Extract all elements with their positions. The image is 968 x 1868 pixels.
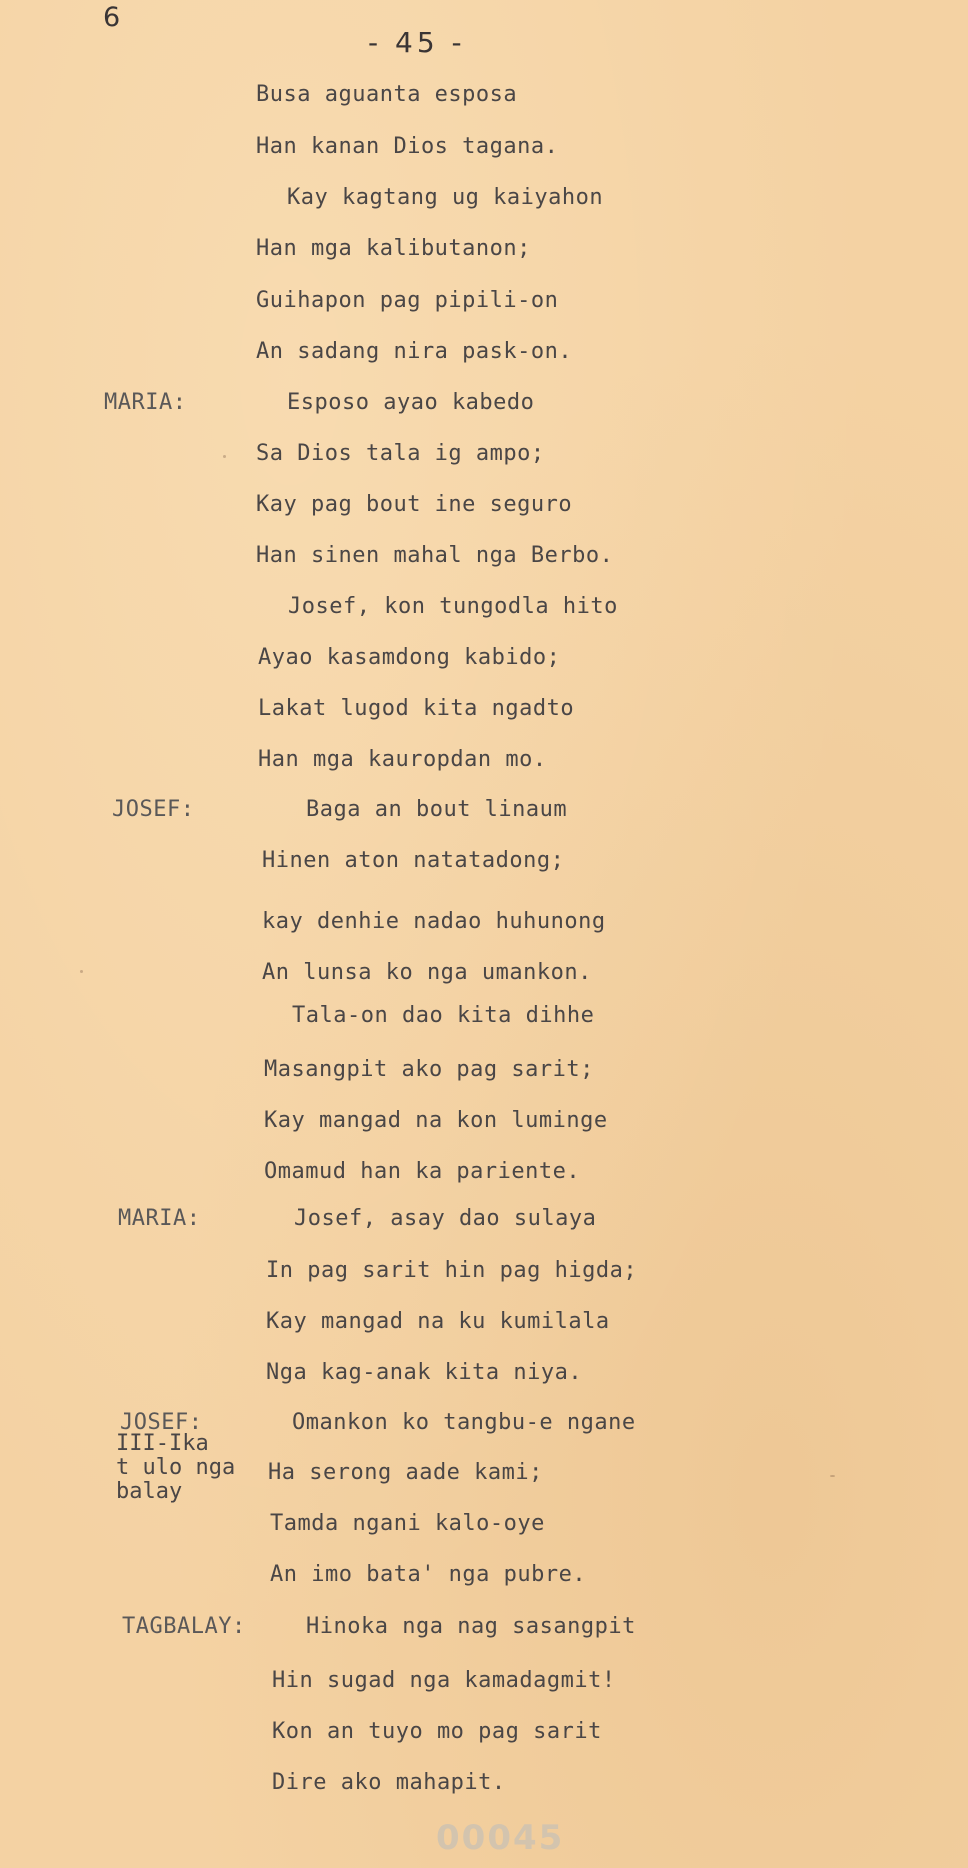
verse-line: In pag sarit hin pag higda;: [266, 1258, 638, 1283]
verse-line: Omamud han ka pariente.: [264, 1159, 581, 1184]
verse-line: Kay mangad na ku kumilala: [266, 1309, 610, 1334]
speaker-label: JOSEF:: [120, 1410, 203, 1435]
archive-stamp: 00045: [436, 1818, 565, 1858]
verse-line: Ayao kasamdong kabido;: [258, 645, 561, 670]
verse-line: Josef, asay dao sulaya: [294, 1206, 597, 1231]
verse-line: Kay pag bout ine seguro: [256, 492, 573, 517]
verse-line: Omankon ko tangbu-e ngane: [292, 1410, 636, 1435]
verse-line: Guihapon pag pipili-on: [256, 288, 559, 313]
verse-line: Dire ako mahapit.: [272, 1770, 506, 1795]
verse-line: Han sinen mahal nga Berbo.: [256, 543, 614, 568]
stage-note-line: balay: [116, 1479, 183, 1504]
verse-line: Kay kagtang ug kaiyahon: [287, 185, 604, 210]
verse-line: Baga an bout linaum: [306, 797, 568, 822]
paper-speck: [830, 1475, 835, 1477]
verse-line: Josef, kon tungodla hito: [288, 594, 618, 619]
stage-note: [116, 1432, 235, 1504]
speaker-label: MARIA:: [104, 390, 187, 415]
verse-line: Lakat lugod kita ngadto: [258, 696, 575, 721]
stage-note-line: t ulo nga: [116, 1455, 236, 1480]
verse-line: Ha serong aade kami;: [268, 1460, 543, 1485]
verse-line: Hinoka nga nag sasangpit: [306, 1614, 636, 1639]
stage-note-line: III-Ika: [116, 1431, 209, 1456]
verse-line: Tala-on dao kita dihhe: [292, 1003, 595, 1028]
paper-speck: [223, 455, 226, 458]
verse-line: kay denhie nadao huhunong: [262, 909, 606, 934]
verse-line: Hin sugad nga kamadagmit!: [272, 1668, 616, 1693]
verse-line: An lunsa ko nga umankon.: [262, 960, 592, 985]
verse-line: Sa Dios tala ig ampo;: [256, 441, 545, 466]
speaker-label: MARIA:: [118, 1206, 201, 1231]
verse-line: Nga kag-anak kita niya.: [266, 1360, 583, 1385]
verse-line: Hinen aton natatadong;: [262, 848, 565, 873]
paper-speck: [80, 970, 83, 973]
page-number: - 45 -: [368, 26, 466, 59]
speaker-label: JOSEF:: [112, 797, 195, 822]
verse-line: Tamda ngani kalo-oye: [270, 1511, 545, 1536]
verse-line: Esposo ayao kabedo: [287, 390, 535, 415]
corner-number: 6: [103, 2, 121, 33]
verse-line: Busa aguanta esposa: [256, 82, 518, 107]
verse-line: An sadang nira pask-on.: [256, 339, 573, 364]
verse-line: An imo bata' nga pubre.: [270, 1562, 587, 1587]
speaker-label: TAGBALAY:: [122, 1614, 246, 1639]
verse-line: Han kanan Dios tagana.: [256, 134, 559, 159]
verse-line: Han mga kalibutanon;: [256, 236, 531, 261]
verse-line: Han mga kauropdan mo.: [258, 747, 547, 772]
verse-line: Kay mangad na kon luminge: [264, 1108, 608, 1133]
verse-line: Masangpit ako pag sarit;: [264, 1057, 594, 1082]
verse-line: Kon an tuyo mo pag sarit: [272, 1719, 602, 1744]
